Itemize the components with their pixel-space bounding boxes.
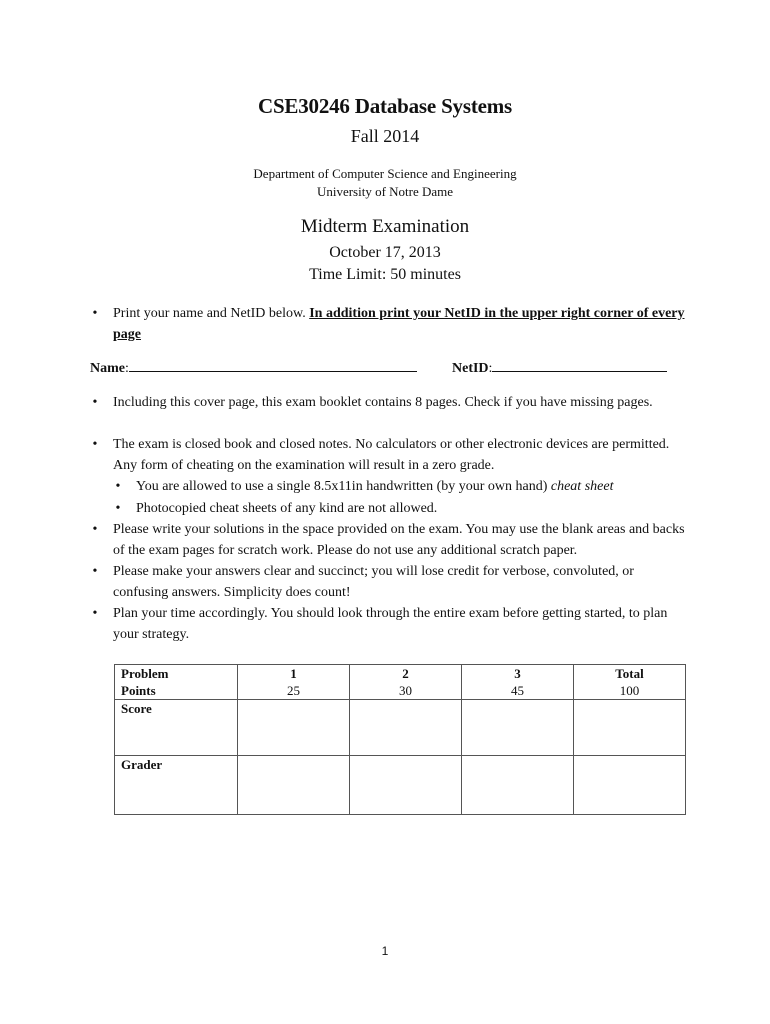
grader-cell[interactable] xyxy=(350,756,462,815)
sub-list-item-text: Photocopied cheat sheets of any kind are not allowed. xyxy=(136,501,438,516)
netid-blank-line[interactable] xyxy=(492,358,667,372)
bullet-icon: • xyxy=(92,564,98,579)
course-title: CSE30246 Database Systems xyxy=(257,94,512,118)
bullet-icon: • xyxy=(115,479,121,494)
name-field[interactable] xyxy=(90,358,417,377)
page-number: 1 xyxy=(381,944,389,958)
points-cell: 100 xyxy=(574,682,686,700)
column-header: 2 xyxy=(350,665,462,683)
instruction-plain: Print your name and NetID below. xyxy=(113,306,310,321)
netid-field[interactable] xyxy=(452,358,667,377)
list-item-text: Please make your answers clear and succinct; you will lose credit for verbose, convoluted, or confusing answers. Simplicity does count! xyxy=(113,564,634,600)
column-header: Total xyxy=(574,665,686,683)
exam-date: October 17, 2013 xyxy=(329,244,441,261)
netid-label: NetID xyxy=(452,361,489,376)
exam-name: Midterm Examination xyxy=(300,216,470,237)
score-cell[interactable] xyxy=(462,700,574,756)
column-header: 1 xyxy=(238,665,350,683)
list-item-text: Plan your time accordingly. You should look through the entire exam before getting started, to plan your strategy. xyxy=(113,606,668,642)
name-blank-line[interactable] xyxy=(129,358,417,372)
list-item-text: The exam is closed book and closed notes. No calculators or other electronic devices are permitted. Any form of cheating on the examination will result in a zero grade. xyxy=(113,437,670,473)
row-label-score: Score xyxy=(115,700,238,756)
netid-colon: : xyxy=(488,361,493,376)
bullet-icon: • xyxy=(92,395,98,410)
table-row xyxy=(115,756,686,815)
university: University of Notre Dame xyxy=(316,184,454,199)
list-item-text: Please write your solutions in the space provided on the exam. You may use the blank areas and backs of the exam pages for scratch work. Please do not use any additional scratch paper. xyxy=(113,522,685,558)
department: Department of Computer Science and Engineering xyxy=(253,166,517,181)
bullet-icon: • xyxy=(92,522,98,537)
grader-cell[interactable] xyxy=(574,756,686,815)
time-limit: Time Limit: 50 minutes xyxy=(309,266,461,283)
bullet-icon: • xyxy=(92,306,98,321)
row-label-problem: Problem xyxy=(115,665,238,683)
row-label-points: Points xyxy=(115,682,238,700)
table-row xyxy=(115,700,686,756)
instruction-text xyxy=(113,303,689,345)
column-header: 3 xyxy=(462,665,574,683)
cheat-sheet-plain: You are allowed to use a single 8.5x11in handwritten (by your own hand) xyxy=(136,479,551,494)
points-cell: 30 xyxy=(350,682,462,700)
bullet-icon: • xyxy=(92,606,98,621)
term: Fall 2014 xyxy=(350,126,420,146)
sub-list-item-text xyxy=(136,476,672,497)
score-cell[interactable] xyxy=(574,700,686,756)
row-label-grader: Grader xyxy=(115,756,238,815)
bullet-icon: • xyxy=(92,437,98,452)
table-row xyxy=(115,682,686,700)
name-label: Name xyxy=(90,361,125,376)
name-colon: : xyxy=(125,361,129,376)
cheat-sheet-italic: cheat sheet xyxy=(550,479,614,494)
bullet-icon: • xyxy=(115,501,121,516)
score-table xyxy=(114,664,686,815)
score-cell[interactable] xyxy=(238,700,350,756)
instruction-emphasis: In addition print your NetID in the upper right corner of every page xyxy=(113,306,685,342)
points-cell: 25 xyxy=(238,682,350,700)
grader-cell[interactable] xyxy=(462,756,574,815)
points-cell: 45 xyxy=(462,682,574,700)
grader-cell[interactable] xyxy=(238,756,350,815)
score-cell[interactable] xyxy=(350,700,462,756)
table-row xyxy=(115,665,686,683)
list-item-text: Including this cover page, this exam booklet contains 8 pages. Check if you have missing pages. xyxy=(113,395,653,410)
